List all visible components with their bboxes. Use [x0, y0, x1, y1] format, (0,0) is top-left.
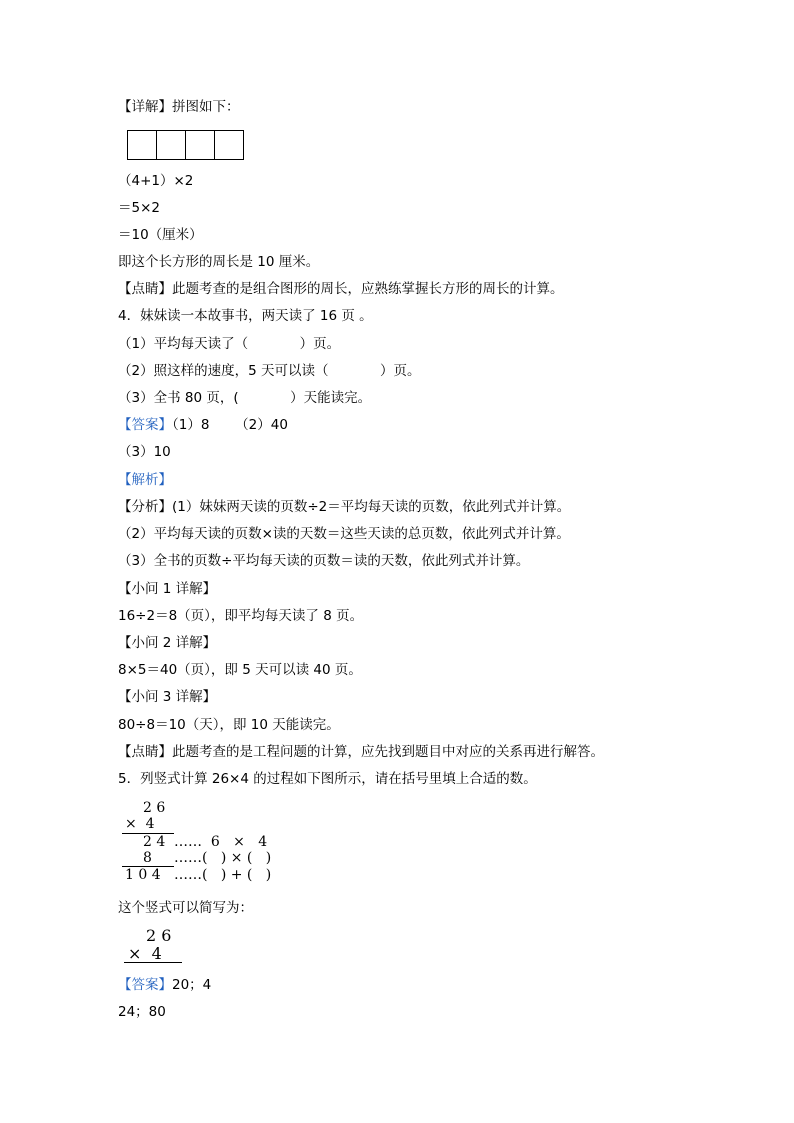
simplify-line: 这个竖式可以简写为：	[118, 900, 253, 916]
vertical-row-1: 2 4	[143, 834, 166, 850]
detail-tag: 【详解】	[118, 99, 172, 115]
question-4-part-3: （3）全书 80 页，( ）天能读完。	[118, 390, 372, 406]
answer2-line-b: 24；80	[118, 1004, 166, 1020]
question-5: 5．列竖式计算 26×4 的过程如下图所示，请在括号里填上合适的数。	[118, 771, 537, 787]
sub-question-2-heading: 【小问 2 详解】	[118, 635, 217, 651]
question-4: 4．妹妹读一本故事书，两天读了 16 页 。	[118, 308, 373, 324]
short-vertical-multiplier: × 4	[128, 944, 162, 963]
vertical-multiplier: × 4	[125, 816, 155, 832]
answer-line-b: （3）10	[118, 444, 171, 460]
answer-tag: 【答案】	[118, 417, 172, 433]
answer-values-a: （1）8 （2）40	[172, 417, 288, 433]
analysis-line-1: 【分析】(1）妹妹两天读的页数÷2＝平均每天读的页数，依此列式并计算。	[118, 499, 571, 515]
comment-line-1: 【点睛】此题考查的是组合图形的周长，应熟练掌握长方形的周长的计算。	[118, 281, 564, 297]
puzzle-square	[185, 130, 215, 160]
vertical-row-3-note: ……( ) + ( )	[174, 867, 272, 883]
sub-question-3-heading: 【小问 3 详解】	[118, 689, 217, 705]
analysis-tag: 【解析】	[118, 472, 172, 488]
puzzle-figure	[127, 130, 244, 159]
detail-text: 拼图如下：	[172, 99, 240, 115]
puzzle-square	[214, 130, 244, 160]
calc-line-3: ＝10（厘米）	[118, 227, 203, 243]
sub-question-2-text: 8×5＝40（页），即 5 天可以读 40 页。	[118, 662, 362, 678]
answer-line-a	[118, 416, 288, 434]
vertical-row-3: 1 0 4	[125, 867, 161, 883]
answer2-tag: 【答案】	[118, 977, 172, 993]
answer2-line-a	[118, 976, 211, 994]
sub-question-1-heading: 【小问 1 详解】	[118, 581, 217, 597]
detail-heading	[118, 98, 240, 116]
vertical-row-1-note: …… 6 × 4	[174, 834, 268, 850]
puzzle-square	[156, 130, 186, 160]
calc-line-2: ＝5×2	[118, 200, 160, 216]
vertical-row-2-note: ……( ) × ( )	[174, 850, 272, 866]
analysis-line-3: （3）全书的页数÷平均每天读的页数＝读的天数，依此列式并计算。	[118, 553, 530, 569]
question-4-part-1: （1）平均每天读了（ ）页。	[118, 336, 341, 352]
calc-line-1: （4+1）×2	[118, 173, 194, 189]
analysis-line-2: （2）平均每天读的页数×读的天数＝这些天读的总页数，依此列式并计算。	[118, 526, 570, 542]
short-vertical-rule	[124, 962, 182, 963]
question-4-part-2: （2）照这样的速度，5 天可以读（ ）页。	[118, 363, 421, 379]
vertical-top-number: 2 6	[143, 800, 166, 816]
answer2-values-a: 20；4	[172, 977, 212, 993]
vertical-row-2: 8	[143, 850, 152, 866]
comment-line-2: 【点睛】此题考查的是工程问题的计算，应先找到题目中对应的关系再进行解答。	[118, 744, 604, 760]
puzzle-square	[127, 130, 157, 160]
sub-question-3-text: 80÷8＝10（天），即 10 天能读完。	[118, 717, 340, 733]
result-line: 即这个长方形的周长是 10 厘米。	[118, 254, 320, 270]
sub-question-1-text: 16÷2＝8（页），即平均每天读了 8 页。	[118, 608, 364, 624]
short-vertical-top-number: 2 6	[146, 926, 172, 945]
